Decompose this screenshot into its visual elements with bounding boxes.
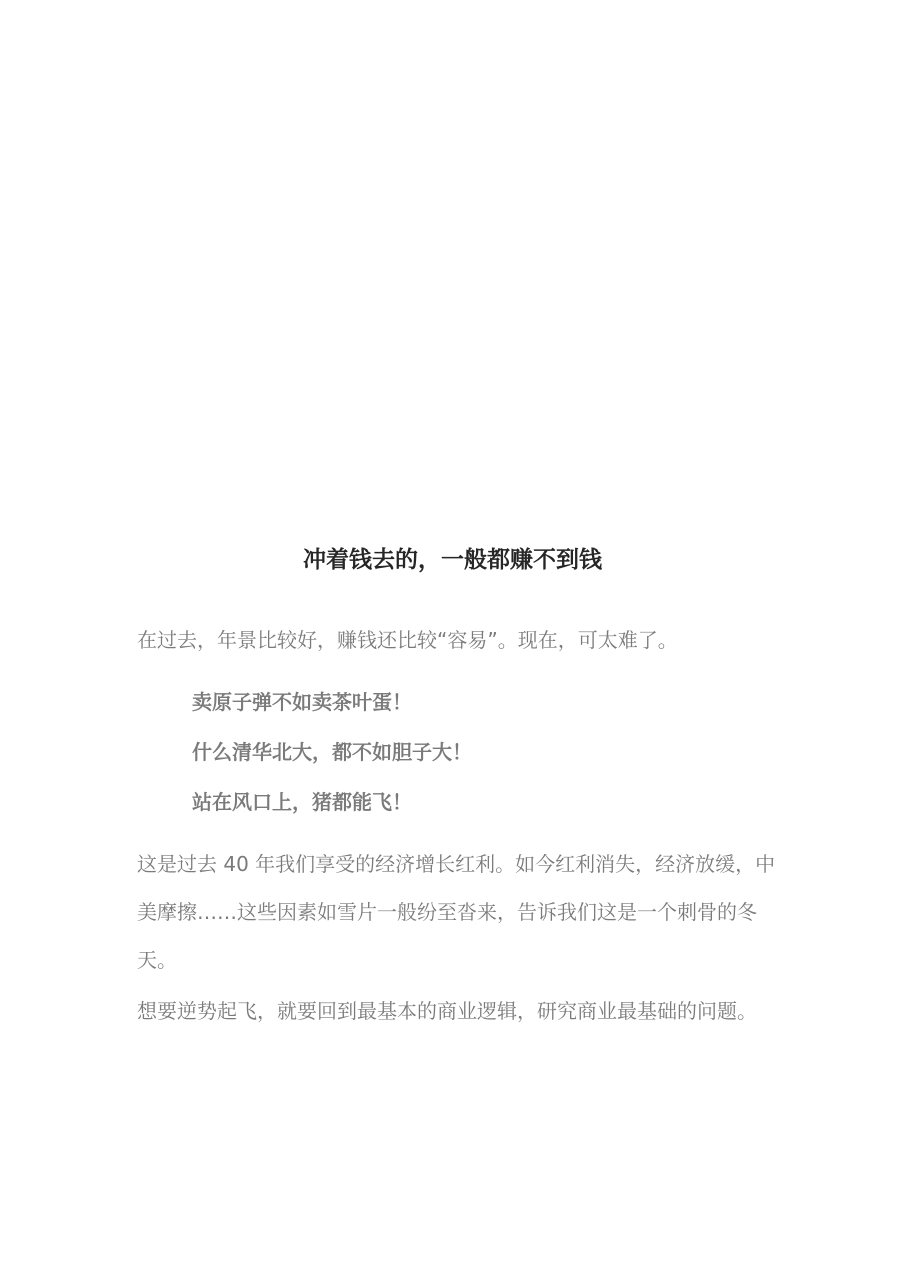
chapter-title: 冲着钱去的，一般都赚不到钱 <box>303 547 602 573</box>
quote-line-2: 什么清华北大，都不如胆子大！ <box>192 740 472 764</box>
quote-line-1: 卖原子弹不如卖茶叶蛋！ <box>192 690 412 714</box>
quote-line-3: 站在风口上，猪都能飞！ <box>192 790 412 814</box>
body-paragraph-2: 想要逆势起飞，就要回到最基本的商业逻辑，研究商业最基础的问题。 <box>137 999 757 1023</box>
intro-paragraph: 在过去，年景比较好，赚钱还比较“容易”。现在，可太难了。 <box>137 628 678 652</box>
body-paragraph-1: 这是过去 40 年我们享受的经济增长红利。如今红利消失，经济放缓，中美摩擦……这些因素如雪片一般纷至沓来，告诉我们这是一个刺骨的冬天。 <box>137 852 776 972</box>
